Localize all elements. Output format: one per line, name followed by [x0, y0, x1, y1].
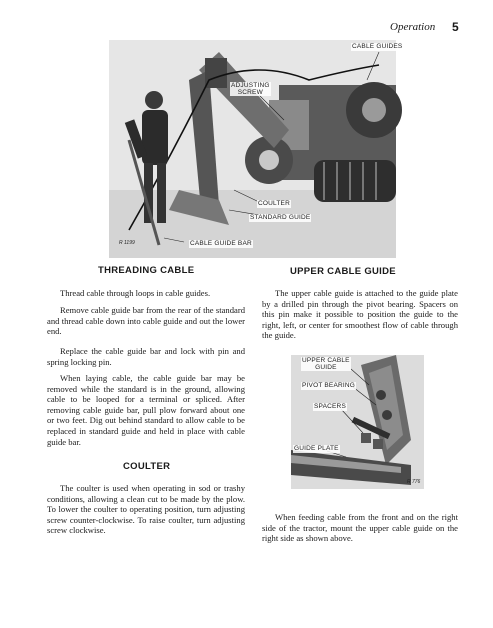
section-title: Operation [390, 21, 436, 33]
plow-photo-illustration [109, 40, 396, 258]
paragraph-thread-cable: Thread cable through loops in cable guides. [60, 288, 211, 298]
label-pivot-bearing: PIVOT BEARING [302, 382, 356, 389]
figure-number-right: R 776 [407, 479, 421, 485]
paragraph-coulter: The coulter is used when operating in sod or trashy conditions, allowing a clean cut to be made by the plow. To lower the coulter to operating position, turn adjusting screw counter-clockwise. To raise coulter, turn adjusting screw clockwise. [47, 483, 245, 536]
label-standard-guide: STANDARD GUIDE [250, 214, 311, 221]
paragraph-remove-guide-bar: Remove cable guide bar from the rear of the standard and thread cable down into cable guide and out the lower end. [47, 305, 245, 337]
label-adjusting-screw-line1: ADJUSTING [231, 82, 270, 89]
label-guide-plate: GUIDE PLATE [294, 445, 339, 452]
paragraph-upper-cable-guide: The upper cable guide is attached to the guide plate by a drilled pin through the pivot bearing. Spacers on this pin make it possible to position the guide to the right, left, or center for smoothest flow of cable through the guide. [262, 288, 458, 341]
figure-number-top: R 1199 [119, 240, 135, 246]
label-adjusting-screw [230, 82, 271, 96]
label-spacers: SPACERS [314, 403, 346, 410]
paragraph-feeding-cable: When feeding cable from the front and on the right side of the tractor, mount the upper cable guide on the right side as shown above. [262, 512, 458, 544]
figure-upper-cable-guide [291, 355, 424, 489]
label-cable-guides: CABLE GUIDES [352, 43, 403, 50]
heading-threading-cable: THREADING CABLE [98, 265, 195, 276]
label-upper-cable-guide [301, 357, 351, 371]
label-upper-cable-guide-line1: UPPER CABLE [302, 357, 350, 364]
label-cable-guide-bar: CABLE GUIDE BAR [190, 240, 252, 247]
paragraph-laying-cable: When laying cable, the cable guide bar may be removed while the standard is in the ground, allowing cable to be looped for a terminal or spliced. After removing cable guide bar, pull plow forward about one or two feet. Dig out behind standard to allow cable to be replaced in standard guide and held in place with cable guide bar. [47, 373, 245, 447]
cable-guide-photo-illustration [291, 355, 424, 489]
heading-coulter: COULTER [123, 461, 171, 472]
page-number: 5 [452, 20, 459, 34]
label-coulter: COULTER [258, 200, 290, 207]
figure-threading-cable [109, 40, 403, 258]
heading-upper-cable-guide: UPPER CABLE GUIDE [290, 266, 396, 277]
label-upper-cable-guide-line2: GUIDE [315, 364, 337, 371]
paragraph-replace-guide-bar: Replace the cable guide bar and lock with pin and spring locking pin. [47, 346, 245, 367]
label-adjusting-screw-line2: SCREW [237, 89, 263, 96]
